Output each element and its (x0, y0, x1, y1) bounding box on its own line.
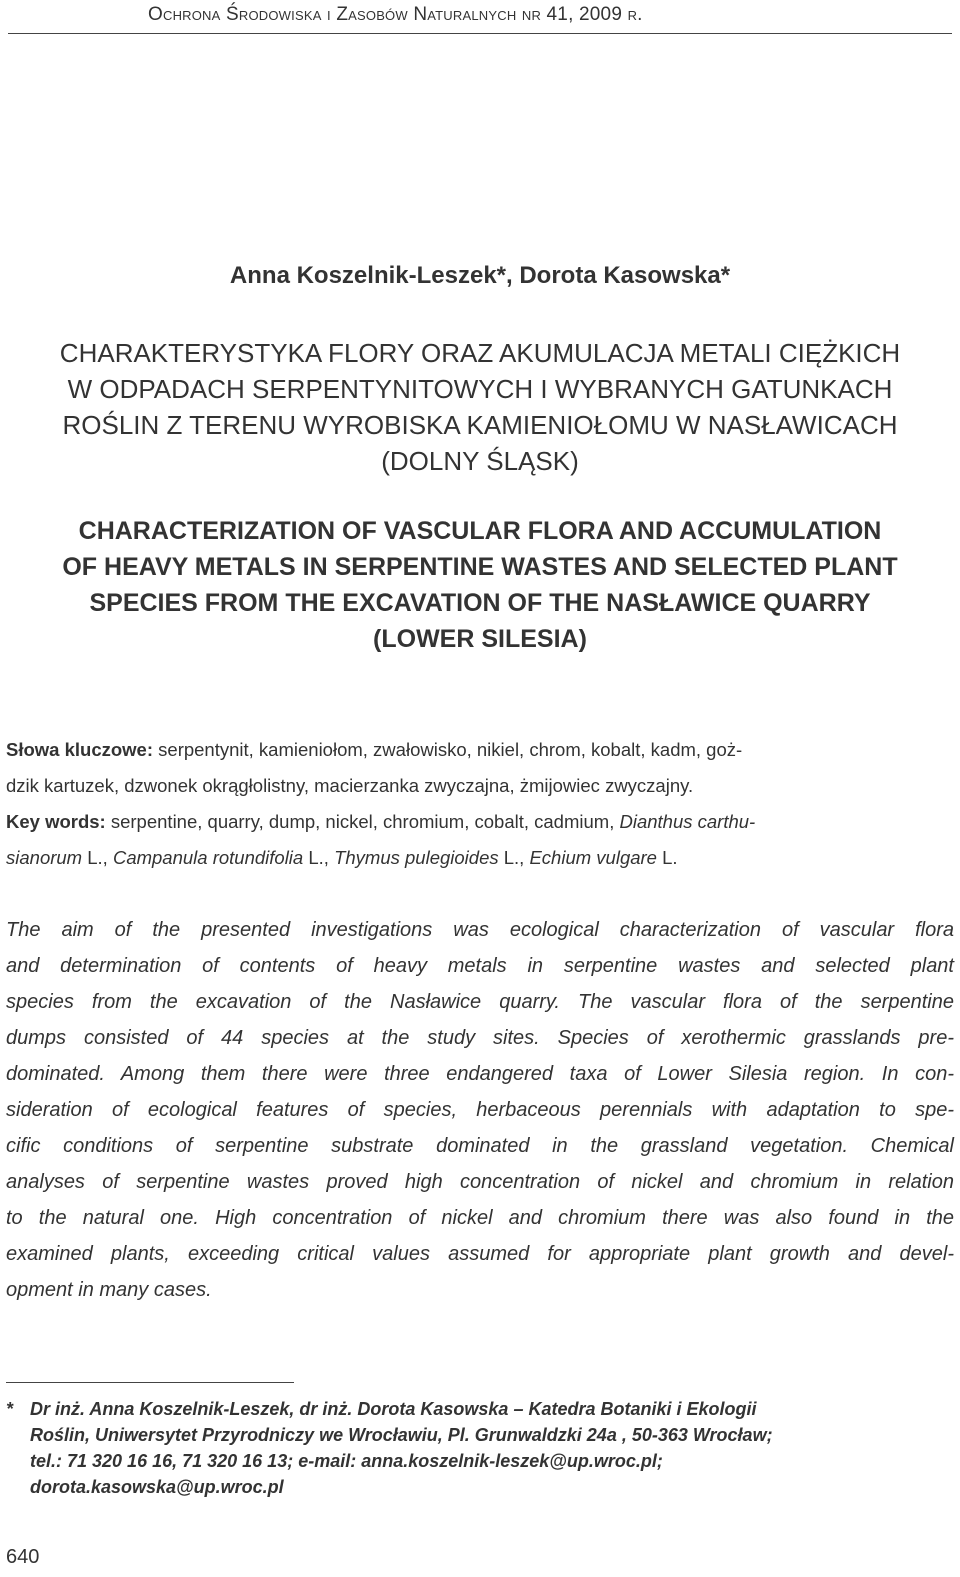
footnote-line: Dr inż. Anna Koszelnik-Leszek, dr inż. Dorota Kasowska – Katedra Botaniki i Ekologii (30, 1399, 757, 1419)
footnote-text (30, 1396, 946, 1500)
abstract (6, 912, 954, 1308)
title-english (0, 513, 960, 657)
footnote-marker: * (6, 1399, 14, 1419)
abstract-line: cific conditions of serpentine substrate dominated in the grassland vegetation. Chemical (6, 1135, 954, 1157)
keywords-en-text: L., (87, 847, 108, 868)
abstract-line: and determination of contents of heavy metals in serpentine wastes and selected plant (6, 955, 954, 977)
keywords-en-text: L., (308, 847, 329, 868)
abstract-line: dumps consisted of 44 species at the study sites. Species of xerothermic grasslands pre- (6, 1027, 954, 1049)
abstract-line: analyses of serpentine wastes proved high concentration of nickel and chromium in relation (6, 1171, 954, 1193)
footnote-divider (6, 1382, 294, 1383)
abstract-line: opment in many cases. (6, 1279, 212, 1301)
keywords-pl-label: Słowa kluczowe: (6, 739, 154, 760)
abstract-line: The aim of the presented investigations was ecological characterization of vascular flora (6, 919, 954, 941)
footnote-line: tel.: 71 320 16 16, 71 320 16 13; e-mail: anna.koszelnik-leszek@up.wroc.pl; (30, 1451, 663, 1471)
title-pl-line: (DOLNY ŚLĄSK) (381, 446, 579, 476)
keywords-en-text: L. (662, 847, 678, 868)
keywords-en-species: Campanula rotundifolia (112, 847, 304, 868)
title-en-line: SPECIES FROM THE EXCAVATION OF THE NASŁAWICE QUARRY (89, 589, 871, 617)
keywords-en-species: sianorum (6, 847, 83, 868)
title-en-line: (LOWER SILESIA) (373, 625, 587, 653)
footnote-line: Roślin, Uniwersytet Przyrodniczy we Wrocławiu, Pl. Grunwaldzki 24a , 50-363 Wrocław; (30, 1425, 773, 1445)
keywords-pl-line (6, 732, 954, 768)
title-pl-line: ROŚLIN Z TERENU WYROBISKA KAMIENIOŁOMU W NASŁAWICACH (62, 410, 898, 440)
keywords-en-species: Dianthus carthu- (619, 811, 756, 832)
keywords-section (6, 732, 954, 876)
abstract-line: dominated. Among them there were three endangered taxa of Lower Silesia region. In con- (6, 1063, 954, 1085)
keywords-en-line (6, 840, 954, 876)
page-number: 640 (6, 1546, 40, 1568)
keywords-en-line (6, 804, 954, 840)
footnote (6, 1396, 946, 1500)
running-header: Ochrona Środowiska i Zasobów Naturalnych nr 41, 2009 r. (148, 4, 643, 25)
title-pl-line: CHARAKTERYSTYKA FLORY ORAZ AKUMULACJA METALI CIĘŻKICH (59, 338, 901, 368)
keywords-pl-text: serpentynit, kamieniołom, zwałowisko, nikiel, chrom, kobalt, kadm, goż- (158, 739, 743, 760)
abstract-line: species from the excavation of the Nasławice quarry. The vascular flora of the serpentine (6, 991, 954, 1013)
authors: Anna Koszelnik-Leszek*, Dorota Kasowska* (229, 262, 731, 289)
keywords-en-text: serpentine, quarry, dump, nickel, chromium, cobalt, cadmium, (110, 811, 615, 832)
header-divider (8, 33, 952, 34)
keywords-en-species: Thymus pulegioides (334, 847, 499, 868)
abstract-line: to the natural one. High concentration of nickel and chromium there was also found in the (6, 1207, 954, 1229)
title-polish (0, 335, 960, 479)
footnote-line: dorota.kasowska@up.wroc.pl (30, 1477, 284, 1497)
abstract-line: sideration of ecological features of species, herbaceous perennials with adaptation to spe- (6, 1099, 954, 1121)
title-en-line: OF HEAVY METALS IN SERPENTINE WASTES AND SELECTED PLANT (62, 553, 898, 581)
keywords-en-text: L., (503, 847, 525, 868)
title-pl-line: W ODPADACH SERPENTYNITOWYCH I WYBRANYCH GATUNKACH (67, 374, 893, 404)
keywords-en-label: Key words: (6, 811, 106, 832)
title-en-line: CHARACTERIZATION OF VASCULAR FLORA AND ACCUMULATION (78, 517, 882, 545)
keywords-pl-line: dzik kartuzek, dzwonek okrągłolistny, macierzanka zwyczajna, żmijowiec zwyczajny. (6, 775, 694, 796)
keywords-en-species: Echium vulgare (529, 847, 657, 868)
abstract-line: examined plants, exceeding critical values assumed for appropriate plant growth and devel- (6, 1243, 954, 1265)
